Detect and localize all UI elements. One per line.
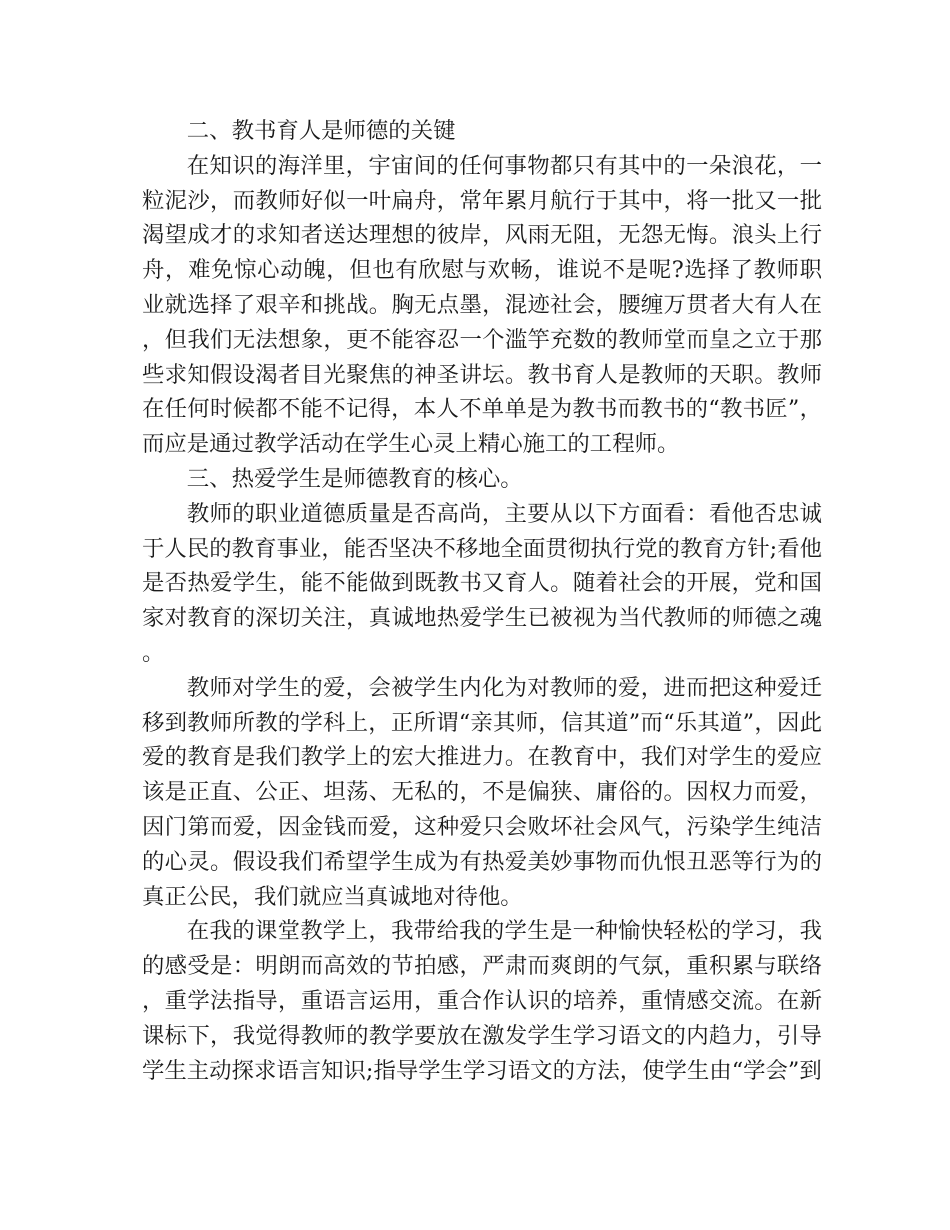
body-text <box>142 114 822 1088</box>
paragraph: 教师的职业道德质量是否高尚，主要从以下方面看：看他否忠诚于人民的教育事业，能否坚决不移地全面贯彻执行党的教育方针;看他是否热爱学生，能不能做到既教书又育人。随着社会的开展，党和国家对教育的深切关注，真诚地热爱学生已被视为当代教师的师德之魂。 <box>142 500 822 666</box>
section-heading-3: 三、热爱学生是师德教育的核心。 <box>186 465 523 492</box>
paragraph: 在知识的海洋里，宇宙间的任何事物都只有其中的一朵浪花，一粒泥沙，而教师好似一叶扁舟，常年累月航行于其中，将一批又一批渴望成才的求知者送达理想的彼岸，风雨无阻，无怨无悔。浪头上行舟，难免惊心动魄，但也有欣慰与欢畅，谁说不是呢?选择了教师职业就选择了艰辛和挑战。胸无点墨，混迹社会，腰缠万贯者大有人在，但我们无法想象，更不能容忍一个滥竽充数的教师堂而皇之立于那些求知假设渴者目光聚焦的神圣讲坛。教书育人是教师的天职。教师在任何时候都不能不记得，本人不单单是为教书而教书的“教书匠”，而应是通过教学活动在学生心灵上精心施工的工程师。 <box>142 152 822 458</box>
section-heading-2: 二、教书育人是师德的关键 <box>186 118 456 144</box>
paragraph: 在我的课堂教学上，我带给我的学生是一种愉快轻松的学习，我的感受是：明朗而高效的节拍感，严肃而爽朗的气氛，重积累与联络，重学法指导，重语言运用，重合作认识的培养，重情感交流。在新课标下，我觉得教师的教学要放在激发学生学习语文的内趋力，引导学生主动探求语言知识;指导学生学习语文的方法，使学生由“学会”到 <box>142 918 822 1084</box>
paragraph: 教师对学生的爱，会被学生内化为对教师的爱，进而把这种爱迁移到教师所教的学科上，正所谓“亲其师，信其道”而“乐其道”，因此爱的教育是我们教学上的宏大推进力。在教育中，我们对学生的爱应该是正直、公正、坦荡、无私的，不是偏狭、庸俗的。因权力而爱，因门第而爱，因金钱而爱，这种爱只会败坏社会风气，污染学生纯洁的心灵。假设我们希望学生成为有热爱美妙事物而仇恨丑恶等行为的真正公民，我们就应当真诚地对待他。 <box>142 674 822 910</box>
